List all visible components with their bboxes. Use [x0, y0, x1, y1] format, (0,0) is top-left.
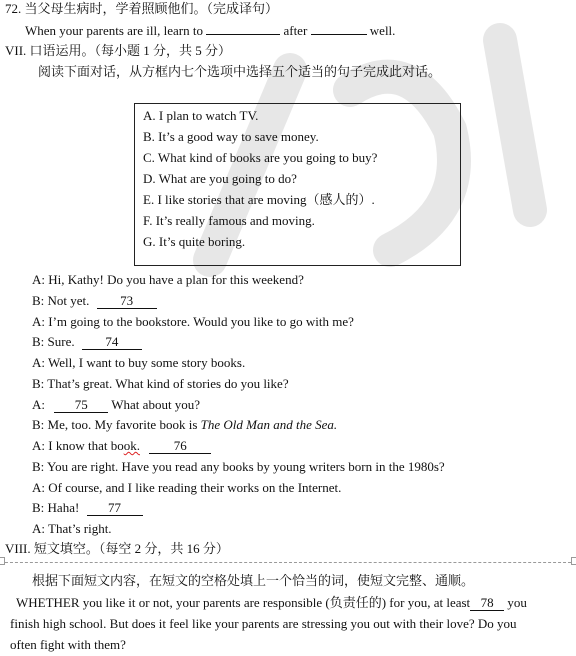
dialogue-line: A: Of course, and I like reading their works on the Internet.	[32, 480, 342, 495]
dialogue-text: B: Not yet.	[32, 293, 90, 308]
passage-line: often fight with them?	[10, 637, 126, 652]
option-c: C. What kind of books are you going to buy?	[143, 150, 378, 165]
section-8-instruction: 根据下面短文内容，在短文的空格处填上一个恰当的词，使短文完整、通顺。	[32, 573, 475, 588]
option-g: G. It’s quite boring.	[143, 234, 246, 249]
dialogue-line	[32, 292, 157, 310]
dialogue-line: B: That’s great. What kind of stories do you like?	[32, 376, 289, 391]
option-b: B. It’s a good way to save money.	[143, 129, 319, 144]
dialogue-text: B: Haha!	[32, 500, 80, 515]
answer-blank[interactable]	[206, 21, 280, 35]
option-f: F. It’s really famous and moving.	[143, 213, 315, 228]
dialogue-line: A: I’m going to the bookstore. Would you like to go with me?	[32, 314, 354, 329]
dialogue-line: A: That’s right.	[32, 521, 112, 536]
book-title: The Old Man and the Sea.	[200, 417, 338, 432]
answer-blank-78[interactable]: 78	[470, 595, 504, 611]
dialogue-line	[32, 333, 142, 351]
dialogue-line: A: Hi, Kathy! Do you have a plan for this weekend?	[32, 272, 304, 287]
sentence-part: after	[283, 23, 308, 38]
dialogue-line	[32, 499, 143, 517]
passage-text: you	[507, 595, 527, 610]
sentence-part: well.	[369, 23, 396, 38]
dialogue-text: What about you?	[111, 397, 201, 412]
dialogue-text: B: Me, too. My favorite book is	[32, 417, 198, 432]
answer-blank-75[interactable]: 75	[54, 397, 108, 413]
dialogue-line	[32, 416, 337, 434]
dialogue-line	[32, 437, 211, 455]
dialogue-line: A: Well, I want to buy some story books.	[32, 355, 246, 370]
page-break	[0, 562, 576, 563]
dialogue-text: A:	[32, 397, 45, 412]
answer-blank-76[interactable]: 76	[149, 438, 211, 454]
dialogue-text: B: Sure.	[32, 334, 75, 349]
passage-line	[16, 594, 527, 612]
option-d: D. What are you going to do?	[143, 171, 297, 186]
dialogue-line: B: You are right. Have you read any books by young writers born in the 1980s?	[32, 459, 445, 474]
section-8-heading: VIII. 短文填空。（每空 2 分，共 16 分）	[5, 541, 229, 556]
passage-text: WHETHER you like it or not, your parents are responsible (负责任的) for you, at least	[16, 595, 471, 610]
question-number: 72.	[5, 1, 22, 16]
answer-blank-77[interactable]: 77	[87, 500, 143, 516]
answer-blank-73[interactable]: 73	[97, 293, 157, 309]
option-a: A. I plan to watch TV.	[143, 108, 259, 123]
page-break-marker	[0, 557, 5, 565]
question-text: 当父母生病时，学着照顾他们。（完成译句）	[24, 1, 279, 16]
answer-blank[interactable]	[311, 21, 367, 35]
sentence-part: When your parents are ill, learn to	[25, 23, 203, 38]
dialogue-text: A: I know that bo	[32, 438, 124, 453]
options-box	[134, 103, 461, 266]
page-break-marker	[571, 557, 576, 565]
option-e: E. I like stories that are moving（感人的）.	[143, 192, 375, 207]
passage-line: finish high school. But does it feel like your parents are stressing you out with their love? Do you	[10, 616, 517, 631]
dialogue-line	[32, 396, 200, 414]
section-7-heading: VII. 口语运用。（每小题 1 分，共 5 分）	[5, 43, 232, 58]
spellcheck-word: ok.	[123, 438, 140, 453]
answer-blank-74[interactable]: 74	[82, 334, 142, 350]
section-7-instruction: 阅读下面对话，从方框内七个选项中选择五个适当的句子完成此对话。	[38, 64, 442, 79]
question-72-prompt	[5, 0, 278, 18]
question-72-sentence	[25, 21, 395, 40]
